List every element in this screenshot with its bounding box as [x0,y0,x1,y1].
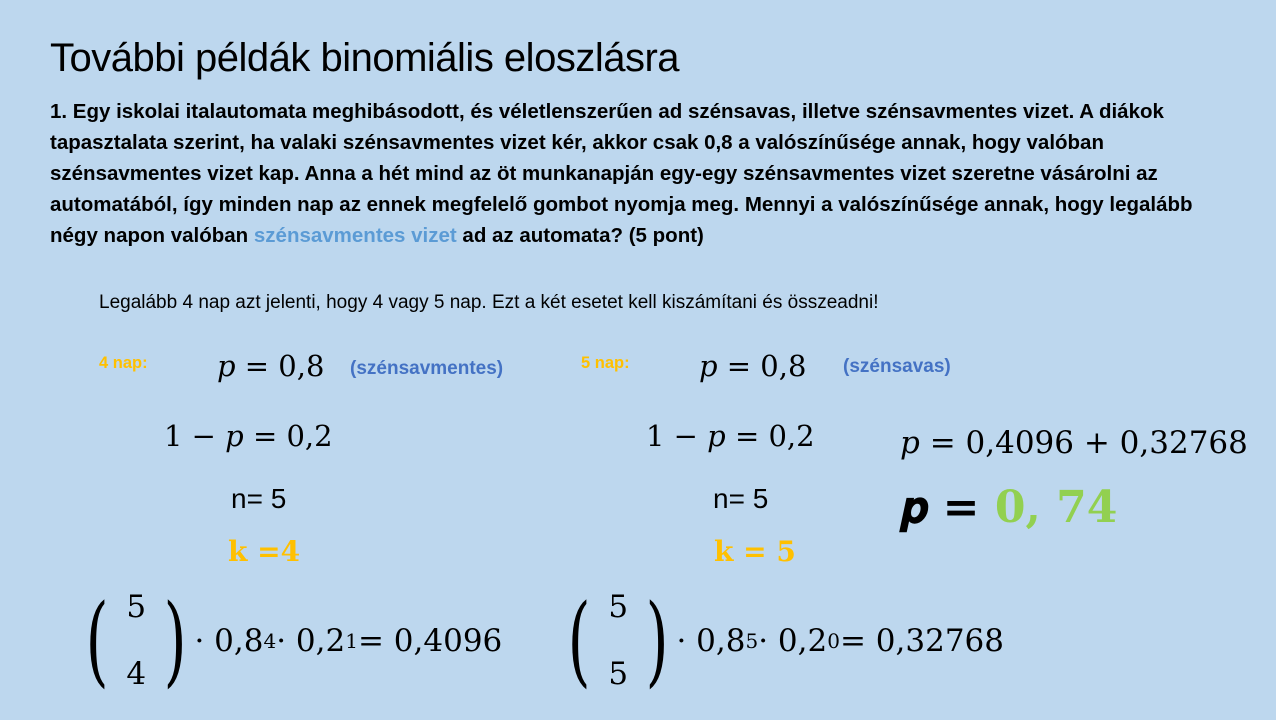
case4-binomial-formula [78,584,503,698]
final-result-value: 𝟎, 𝟕𝟒 [994,482,1118,533]
case5-binomial-formula [560,584,1004,698]
problem-text-after: ad az automata? (5 pont) [456,224,704,247]
case4-k-equation: 𝐤 =4 [228,535,301,568]
binom4-left-paren: ( [85,584,109,698]
sum-equation: 𝑝 = 0,4096 + 0,32768 [900,425,1248,461]
binom5-bottom: 5 [608,656,629,692]
case5-p-equation: 𝑝 = 0,8 [699,349,807,383]
case4-formula-base2: · 0,2 [276,623,346,659]
case4-formula-result: = 0,4096 [357,623,503,659]
final-result-label: 𝒑 = [900,482,995,533]
binom4-coefficient [116,589,156,692]
case5-label: 5 nap: [581,354,630,372]
slide-title: További példák binomiális eloszlásra [50,36,680,80]
case5-formula-base1: · 0,8 [676,623,746,659]
binom5-right-paren: ) [645,584,669,698]
case4-formula-exp1: 4 [263,629,277,653]
case4-p-equation: 𝑝 = 0,8 [217,349,325,383]
case5-k-equation: 𝐤 = 5 [714,535,796,568]
intro-text: Legalább 4 nap azt jelenti, hogy 4 vagy 5 nap. Ezt a két esetet kell kiszámítani és összeadni! [99,292,879,313]
final-result [900,482,1117,533]
case4-q-equation: 1 − 𝑝 = 0,2 [164,419,333,453]
case5-formula-exp1: 5 [745,629,759,653]
right-edge-strip [1276,0,1280,720]
binom5-coefficient [598,589,638,692]
binom4-top: 5 [126,589,147,625]
binom5-left-paren: ( [567,584,591,698]
case5-note: (szénsavas) [843,356,951,377]
case5-formula-exp2: 0 [827,629,840,653]
binom4-bottom: 4 [126,656,147,692]
case5-q-equation: 1 − 𝑝 = 0,2 [646,419,815,453]
problem-highlight: szénsavmentes vizet [253,224,457,247]
binom4-right-paren: ) [163,584,187,698]
case4-formula-exp2: 1 [345,629,358,653]
case5-formula-base2: · 0,2 [758,623,828,659]
case4-formula-base1: · 0,8 [194,623,264,659]
case4-label: 4 nap: [99,354,148,372]
problem-statement [50,96,1240,251]
case5-n-equation: n= 5 [713,483,769,514]
case4-note: (szénsavmentes) [350,358,504,379]
problem-text-before: 1. Egy iskolai italautomata meghibásodott, és véletlenszerűen ad szénsavas, illetve szénsavmentes vizet. A diákok tapasztalata szerint, ha valaki szénsavmentes vizet kér, akkor csak 0,8 a valószínűsége annak, hogy valóban szénsavmentes vizet kap. Anna a hét mind az öt munkanapján egy-egy szénsavmentes vizet szeretne vásárolni az automatából, így minden nap az ennek megfelelő gombot nyomja meg. Mennyi a valószínűsége annak, hogy legalább négy napon valóban [50,100,1193,247]
case4-n-equation: n= 5 [231,483,287,514]
case5-formula-result: = 0,32768 [839,623,1004,659]
binom5-top: 5 [608,589,629,625]
